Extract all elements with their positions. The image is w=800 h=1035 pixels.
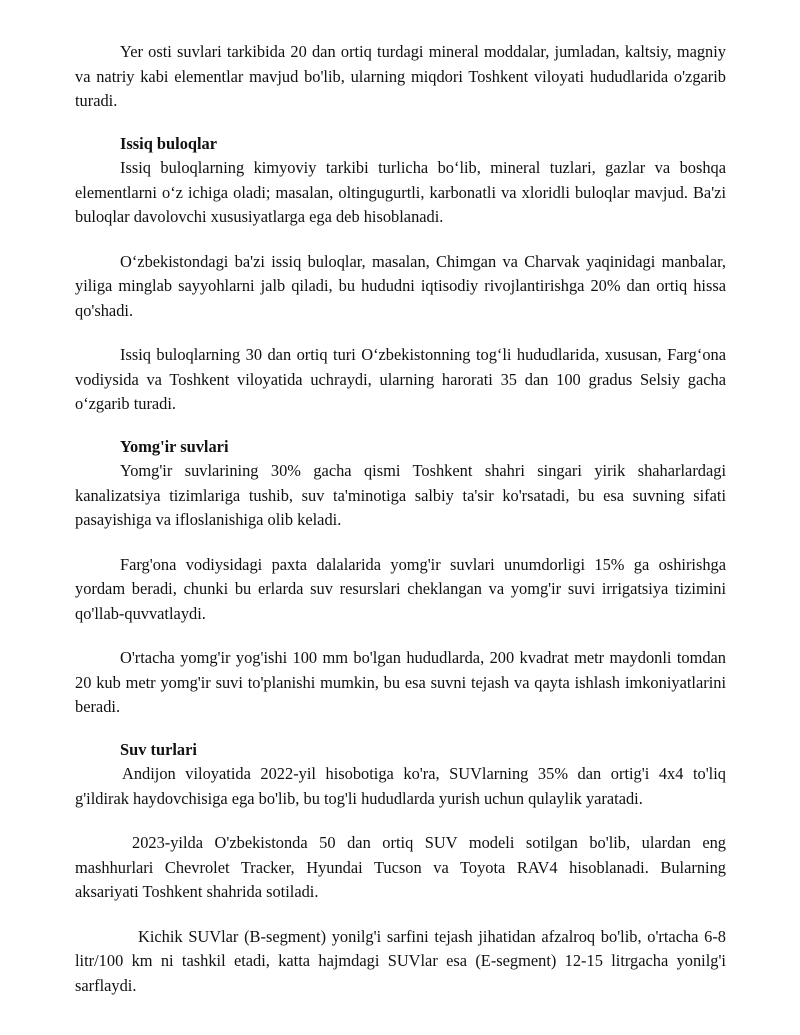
paragraph: Andijon viloyatida 2022-yil hisobotiga ko'ra, SUVlarning 35% dan ortig'i 4x4 to'liq g'ildirak haydovchisiga ega bo'lib, bu tog'li hududlarda yurish uchun qulaylik yaratadi.	[75, 764, 726, 808]
paragraph: O'rtacha yomg'ir yog'ishi 100 mm bo'lgan hududlarda, 200 kvadrat metr maydonli tomdan 20 kub metr yomg'ir suvi to'planishi mumkin, bu esa suvni tejash va qayta ishlash imkoniyatlarini beradi.	[75, 648, 726, 716]
document-page	[75, 40, 726, 998]
paragraph: Farg'ona vodiysidagi paxta dalalarida yomg'ir suvlari unumdorligi 15% ga oshirishga yordam beradi, chunki bu erlarda suv resurslari cheklangan va yomg'ir suvi irrigatsiya tizimini qo'llab-quvvatlaydi.	[75, 554, 726, 623]
heading-yomgir-suvlari: Yomg'ir suvlari	[120, 436, 229, 456]
paragraph: Yomg'ir suvlarining 30% gacha qismi Toshkent shahri singari yirik shaharlardagi kanalizatsiya tizimlariga tushib, suv ta'minotiga salbiy ta'sir ko'rsatadi, bu esa suvning sifati pasayishiga va ifloslanishiga olib keladi.	[75, 461, 726, 529]
paragraph: Issiq buloqlarning 30 dan ortiq turi O‘zbekistonning tog‘li hududlarida, xususan, Farg‘ona vodiysida va Toshkent viloyatida uchraydi, ularning harorati 35 dan 100 gradus Selsiy gacha o‘zgarib turadi.	[75, 345, 726, 413]
heading-suv-turlari: Suv turlari	[120, 739, 197, 759]
paragraph: 2023-yilda O'zbekistonda 50 dan ortiq SUV modeli sotilgan bo'lib, ulardan eng mashhurlari Chevrolet Tracker, Hyundai Tucson va Toyota RAV4 hisoblanadi. Bularning aksariyati Toshkent shahrida sotiladi.	[75, 833, 726, 901]
paragraph: Kichik SUVlar (B-segment) yonilg'i sarfini tejash jihatidan afzalroq bo'lib, o'rtacha 6-8 litr/100 km ni tashkil etadi, katta hajmdagi SUVlar esa (E-segment) 12-15 litrgacha yonilg'i sarflaydi.	[75, 926, 726, 995]
intro-paragraph: Yer osti suvlari tarkibida 20 dan ortiq turdagi mineral moddalar, jumladan, kaltsiy, magniy va natriy kabi elementlar mavjud bo'lib, ularning miqdori Toshkent viloyati hududlarida o'zgarib turadi.	[75, 42, 726, 110]
paragraph: Issiq buloqlarning kimyoviy tarkibi turlicha bo‘lib, mineral tuzlari, gazlar va boshqa elementlarni o‘z ichiga oladi; masalan, oltingugurtli, karbonatli va xloridli buloqlar mavjud. Ba'zi buloqlar davolovchi xususiyatlarga ega deb hisoblanadi.	[75, 158, 726, 226]
heading-issiq-buloqlar: Issiq buloqlar	[120, 133, 218, 153]
paragraph: O‘zbekistondagi ba'zi issiq buloqlar, masalan, Chimgan va Charvak yaqinidagi manbalar, yiliga minglab sayyohlarni jalb qiladi, bu hududni iqtisodiy rivojlantirishga 20% dan ortiq hissa qo'shadi.	[75, 251, 726, 320]
